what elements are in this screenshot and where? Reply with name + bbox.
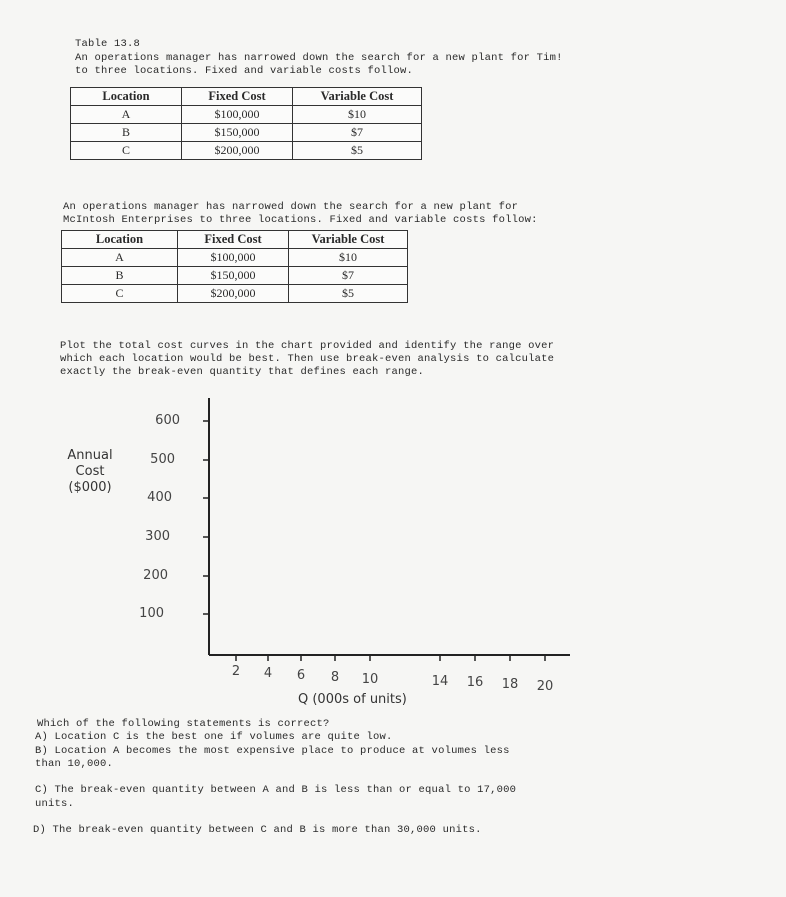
table-title: Table 13.8 [75,38,141,50]
option-b-line-2: than 10,000. [35,758,114,770]
x-tick-label: 2 [231,664,241,679]
y-tick-label: 500 [150,452,175,467]
table-cell: $200,000 [178,285,289,303]
table-cell: $200,000 [182,142,293,160]
option-d: D) The break-even quantity between C and B is more than 30,000 units. [33,824,482,836]
column-header: Fixed Cost [182,88,293,106]
intro-text-line-1: An operations manager has narrowed down the search for a new plant for Tim! [75,52,563,64]
x-tick-label: 20 [536,679,554,694]
table-cell: $7 [293,124,422,142]
table-cell: $10 [289,249,408,267]
instructions-line-2: which each location would be best. Then use break-even analysis to calculate [60,353,555,365]
table-cell: $5 [293,142,422,160]
table-cell: $150,000 [178,267,289,285]
intro-text-line-2: to three locations. Fixed and variable costs follow. [75,65,414,77]
option-c-line-1: C) The break-even quantity between A and B is less than or equal to 17,000 [35,784,517,796]
x-tick-label: 14 [431,674,449,689]
table-cell: B [71,124,182,142]
y-tick-label: 100 [139,606,164,621]
table-cell: $5 [289,285,408,303]
table-cell: C [71,142,182,160]
table-cell: A [71,106,182,124]
x-tick-label: 6 [296,668,306,683]
question-prompt: Which of the following statements is correct? [37,718,330,730]
column-header: Location [71,88,182,106]
x-tick-label: 4 [263,666,273,681]
table-cell: C [62,285,178,303]
option-c-line-2: units. [35,798,75,810]
column-header: Variable Cost [293,88,422,106]
intro2-text-line-2: McIntosh Enterprises to three locations. Fixed and variable costs follow: [63,214,538,226]
column-header: Location [62,231,178,249]
x-tick-label: 16 [466,675,484,690]
y-tick-label: 300 [145,529,170,544]
column-header: Variable Cost [289,231,408,249]
table-cell: B [62,267,178,285]
table-cell: $100,000 [178,249,289,267]
option-a: A) Location C is the best one if volumes are quite low. [35,731,393,743]
y-tick-label: 400 [147,490,172,505]
instructions-line-3: exactly the break-even quantity that defines each range. [60,366,425,378]
table-cell: $150,000 [182,124,293,142]
x-tick-label: 18 [501,677,519,692]
y-axis-label-line-3: ($000) [68,480,112,495]
x-tick-label: 8 [330,670,340,685]
instructions-line-1: Plot the total cost curves in the chart provided and identify the range over [60,340,555,352]
option-b-line-1: B) Location A becomes the most expensive place to produce at volumes less [35,745,510,757]
table-cell: $10 [293,106,422,124]
y-tick-label: 200 [143,568,168,583]
y-tick-label: 600 [155,413,180,428]
y-axis-label-line-1: Annual [67,448,113,463]
table-cell: $100,000 [182,106,293,124]
column-header: Fixed Cost [178,231,289,249]
intro2-text-line-1: An operations manager has narrowed down the search for a new plant for [63,201,519,213]
table-cell: $7 [289,267,408,285]
y-axis-label-line-2: Cost [75,464,105,479]
table-cell: A [62,249,178,267]
x-tick-label: 10 [361,672,379,687]
x-axis-label: Q (000s of units) [298,692,407,707]
